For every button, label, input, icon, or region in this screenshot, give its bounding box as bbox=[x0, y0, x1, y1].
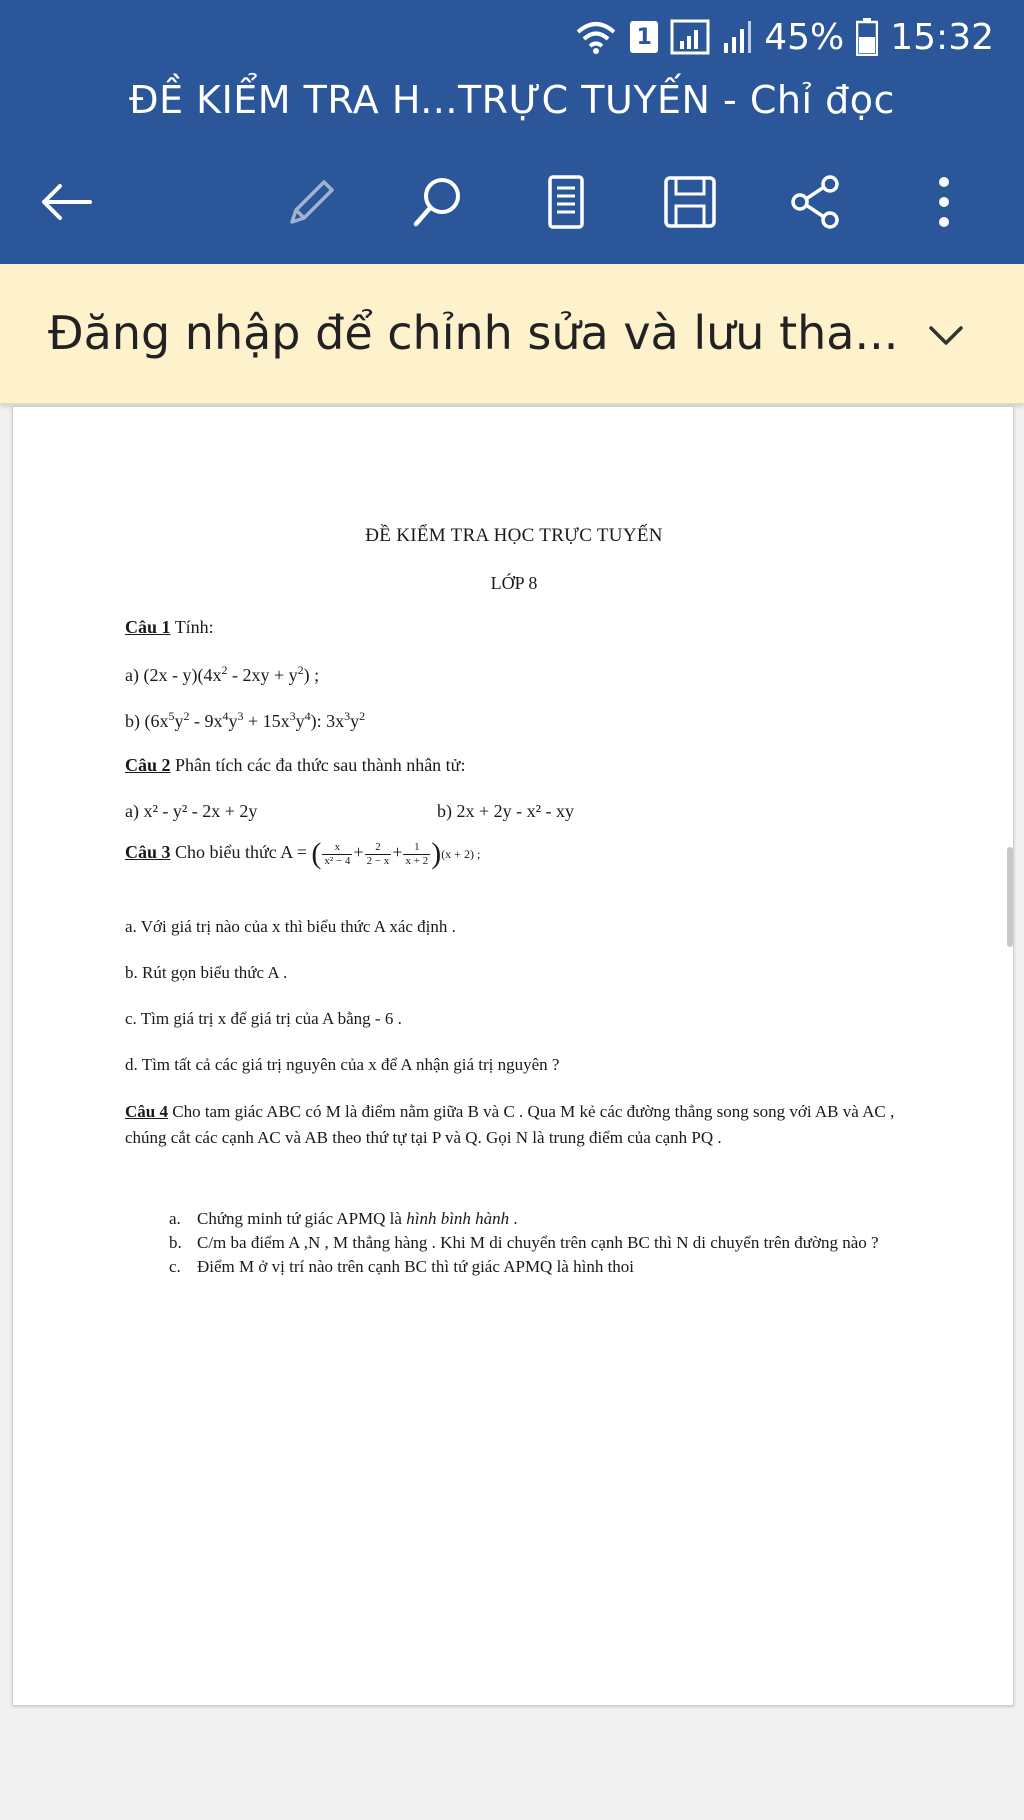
question-4c-text: Điểm M ở vị trí nào trên cạnh BC thì tứ giác APMQ là hình thoi bbox=[197, 1257, 635, 1276]
question-4b bbox=[169, 1231, 929, 1255]
sign-in-banner-text: Đăng nhập để chỉnh sửa và lưu tha... bbox=[48, 306, 899, 360]
question-3a: a. Với giá trị nào của x thì biểu thức A xác định . bbox=[125, 917, 456, 936]
fraction-2 bbox=[365, 841, 392, 867]
fraction-3 bbox=[403, 841, 430, 867]
question-3d: d. Tìm tất cả các giá trị nguyên của x để A nhận giá trị nguyên ? bbox=[125, 1055, 560, 1074]
sim-badge-icon: 1 bbox=[630, 21, 658, 53]
paren-open: ( bbox=[311, 837, 322, 870]
signal-bars-icon bbox=[722, 19, 752, 55]
question-1-heading bbox=[125, 617, 214, 638]
question-4-heading bbox=[125, 1099, 915, 1151]
question-4-text: Cho tam giác ABC có M là điểm nằm giữa B và C . Qua M kẻ các đường thẳng song song với AB và AC , chúng cắt các cạnh AC và AB theo thứ tự tại P và Q. Gọi N là trung điểm của cạnh PQ . bbox=[125, 1102, 895, 1147]
sign-in-banner[interactable] bbox=[0, 264, 1024, 404]
question-4a-italic: hình bình hành bbox=[406, 1209, 510, 1228]
signal-strength-icon bbox=[670, 19, 710, 55]
question-4b-text: C/m ba điểm A ,N , M thẳng hàng . Khi M di chuyển trên cạnh BC thì N di chuyển trên đường nào ? bbox=[197, 1233, 879, 1252]
exam-title: ĐỀ KIỂM TRA HỌC TRỰC TUYẾN bbox=[365, 525, 663, 546]
exam-class: LỚP 8 bbox=[490, 573, 538, 593]
fraction-2-den: 2 − x bbox=[366, 854, 390, 867]
question-2-heading bbox=[125, 755, 465, 776]
question-1-label: Câu 1 bbox=[125, 617, 171, 637]
question-3-label: Câu 3 bbox=[125, 842, 171, 863]
toolbar bbox=[0, 162, 1024, 242]
question-4b-mark: b. bbox=[169, 1233, 182, 1252]
question-1b-prefix: b) bbox=[125, 711, 145, 731]
fraction-1-num: x bbox=[322, 841, 352, 855]
save-button[interactable] bbox=[650, 162, 730, 242]
question-2b: b) 2x + 2y - x² - xy bbox=[437, 801, 575, 821]
more-icon bbox=[934, 174, 954, 230]
question-3-heading: Câu 3 Cho biểu thức A = ( $\frac{x}{\text{x² − 4}}$ + $\frac{2}{2 - x}$ + $\frac{1}{x + 2}$ )(x + 2) ; bbox=[125, 837, 481, 870]
question-1a: a) $(2x - y)(4x^2 - 2xy + y^2)$ ; bbox=[125, 663, 320, 685]
share-icon bbox=[788, 174, 844, 230]
more-options-button[interactable] bbox=[904, 162, 984, 242]
back-button[interactable] bbox=[26, 162, 106, 242]
fraction-2-num: 2 bbox=[365, 841, 392, 855]
question-3b: b. Rút gọn biểu thức A . bbox=[125, 963, 288, 982]
document-title: ĐỀ KIỂM TRA H...TRỰC TUYẾN - Chỉ đọc bbox=[129, 78, 895, 122]
question-1-text: Tính: bbox=[170, 617, 214, 637]
question-1a-prefix: a) bbox=[125, 665, 144, 685]
document-page[interactable] bbox=[12, 406, 1014, 1706]
wifi-icon bbox=[574, 19, 618, 55]
question-4a-text: Chứng minh tứ giác APMQ là bbox=[197, 1209, 407, 1228]
chevron-down-icon bbox=[928, 325, 964, 347]
question-3-tail: (x + 2) ; bbox=[441, 847, 481, 862]
status-bar bbox=[574, 12, 994, 62]
question-2a: a) x² - y² - 2x + 2y bbox=[125, 801, 258, 821]
question-4-items bbox=[169, 1207, 929, 1279]
battery-icon bbox=[856, 18, 878, 56]
reading-view-button[interactable] bbox=[526, 162, 606, 242]
paren-close: ) bbox=[431, 837, 442, 870]
question-3c: c. Tìm giá trị x để giá trị của A bằng - 6 . bbox=[125, 1009, 402, 1028]
question-1b: b) $(6x^5y^2 - 9x^4y^3 + 15x^3y^4)$: $3x^3y^2$ bbox=[125, 709, 366, 731]
expand-banner-button[interactable] bbox=[918, 308, 974, 364]
back-arrow-icon bbox=[38, 182, 94, 222]
fraction-1 bbox=[322, 841, 352, 867]
save-icon bbox=[662, 174, 718, 230]
question-4a bbox=[169, 1207, 929, 1231]
fraction-3-den: x + 2 bbox=[405, 854, 429, 867]
search-icon bbox=[410, 174, 466, 230]
edit-button[interactable] bbox=[272, 162, 352, 242]
question-4c bbox=[169, 1255, 929, 1279]
question-4-label: Câu 4 bbox=[125, 1102, 168, 1121]
share-button[interactable] bbox=[776, 162, 856, 242]
question-2-text: Phân tích các đa thức sau thành nhân tử: bbox=[170, 755, 466, 775]
question-2-label: Câu 2 bbox=[125, 755, 171, 775]
question-4a-end: . bbox=[509, 1209, 518, 1228]
clock: 15:32 bbox=[890, 16, 994, 58]
pencil-icon bbox=[284, 174, 340, 230]
app-bar bbox=[0, 0, 1024, 264]
question-4c-mark: c. bbox=[169, 1257, 181, 1276]
question-4a-mark: a. bbox=[169, 1209, 181, 1228]
scroll-handle[interactable] bbox=[1007, 847, 1013, 947]
fraction-3-num: 1 bbox=[403, 841, 430, 855]
search-button[interactable] bbox=[398, 162, 478, 242]
reading-view-icon bbox=[546, 174, 586, 230]
question-3-text: Cho biểu thức A = bbox=[170, 842, 307, 863]
fraction-1-den: x² − 4 bbox=[324, 854, 351, 867]
battery-percent: 45% bbox=[764, 16, 845, 58]
